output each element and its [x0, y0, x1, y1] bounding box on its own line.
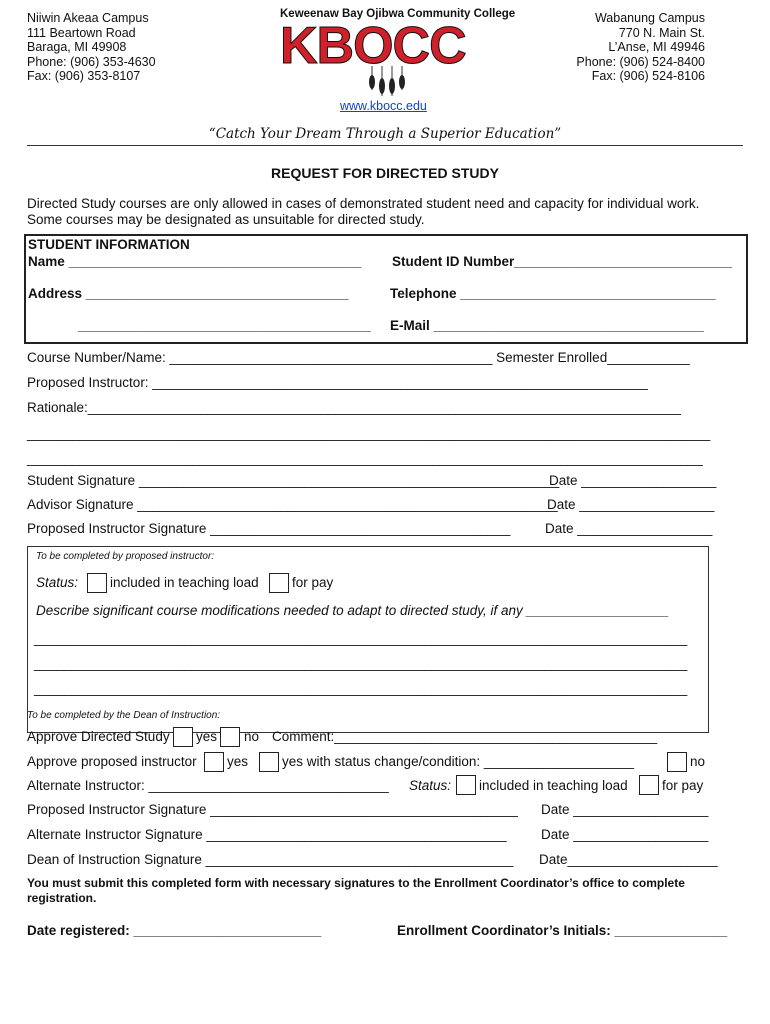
- dean-instructor-signature-field[interactable]: Proposed Instructor Signature _________________________________________: [27, 802, 518, 817]
- instructor-signature-date[interactable]: Date __________________: [545, 521, 713, 536]
- comment-field[interactable]: Comment:___________________________________________: [272, 729, 658, 744]
- teaching-load-checkbox[interactable]: [87, 573, 107, 593]
- left-campus-name: Niiwin Akeaa Campus: [27, 11, 149, 25]
- alternate-instructor-signature-field[interactable]: Alternate Instructor Signature ________________________________________: [27, 827, 507, 842]
- approve-instructor-condition-checkbox[interactable]: [259, 752, 279, 772]
- submit-note-line-2: registration.: [27, 891, 97, 905]
- address-field[interactable]: Address ___________________________________: [28, 286, 349, 301]
- alternate-for-pay-checkbox[interactable]: [639, 775, 659, 795]
- alternate-instructor-field[interactable]: Alternate Instructor: ________________________________: [27, 778, 389, 793]
- for-pay-checkbox[interactable]: [269, 573, 289, 593]
- website-link[interactable]: www.kbocc.edu: [340, 99, 427, 113]
- instructor-signature-field[interactable]: Proposed Instructor Signature ________________________________________: [27, 521, 511, 536]
- rationale-line-2[interactable]: ___________________________________________________________________________________________: [27, 426, 711, 441]
- left-campus-street: 111 Beartown Road: [27, 25, 136, 40]
- rationale-line-3[interactable]: __________________________________________________________________________________________: [27, 451, 703, 466]
- instructor-section-note: To be completed by proposed instructor:: [36, 551, 215, 562]
- dean-instructor-signature-date[interactable]: Date __________________: [541, 802, 709, 817]
- email-field[interactable]: E-Mail ____________________________________: [390, 318, 704, 333]
- teaching-load-label: included in teaching load: [110, 575, 259, 590]
- tagline: “Catch Your Dream Through a Superior Education”: [208, 126, 562, 142]
- right-campus-fax: Fax: (906) 524-8106: [591, 69, 705, 84]
- modifications-line-3[interactable]: _______________________________________________________________________________________: [34, 681, 688, 696]
- modifications-line-1[interactable]: _______________________________________________________________________________________: [34, 631, 688, 646]
- rationale-field[interactable]: Rationale:_______________________________________________________________________________: [27, 400, 681, 415]
- approve-instructor-yes-checkbox[interactable]: [204, 752, 224, 772]
- right-campus-phone: Phone: (906) 524-8400: [576, 54, 705, 69]
- approve-instructor-label: Approve proposed instructor: [27, 754, 197, 769]
- logo-wordmark: KBOCC: [280, 17, 466, 75]
- dean-signature-field[interactable]: Dean of Instruction Signature _________________________________________: [27, 852, 514, 867]
- advisor-signature-field[interactable]: Advisor Signature ________________________________________________________: [27, 497, 558, 512]
- approve-instructor-no-label: no: [690, 754, 706, 769]
- header-divider: [27, 145, 743, 146]
- advisor-signature-date[interactable]: Date __________________: [547, 497, 715, 512]
- alternate-for-pay-label: for pay: [662, 778, 704, 793]
- alternate-teaching-load-checkbox[interactable]: [456, 775, 476, 795]
- for-pay-label: for pay: [292, 575, 334, 590]
- approve-study-label: Approve Directed Study: [27, 729, 170, 744]
- alternate-teaching-load-label: included in teaching load: [479, 778, 628, 793]
- approve-instructor-condition-field[interactable]: yes with status change/condition: ____________________: [282, 754, 635, 769]
- approve-study-yes-label: yes: [196, 729, 218, 744]
- instructor-status-label: Status:: [36, 575, 79, 590]
- alternate-status-label: Status:: [409, 778, 452, 793]
- right-campus-name: Wabanung Campus: [594, 11, 705, 25]
- approve-instructor-no-checkbox[interactable]: [667, 752, 687, 772]
- form-title: REQUEST FOR DIRECTED STUDY: [271, 165, 499, 181]
- address-line-2-field[interactable]: _______________________________________: [78, 318, 371, 333]
- modifications-field[interactable]: Describe significant course modifications needed to adapt to directed study, if any ___________________: [36, 603, 670, 618]
- left-campus-city: Baraga, MI 49908: [27, 40, 127, 55]
- proposed-instructor-field[interactable]: Proposed Instructor: __________________________________________________________________: [27, 375, 648, 390]
- dean-section-note: To be completed by the Dean of Instruction:: [27, 710, 221, 721]
- approve-instructor-yes-label: yes: [227, 754, 249, 769]
- approve-study-no-label: no: [244, 729, 260, 744]
- approve-study-yes-checkbox[interactable]: [173, 727, 193, 747]
- student-name-field[interactable]: Name _______________________________________: [28, 254, 362, 269]
- student-id-field[interactable]: Student ID Number_____________________________: [392, 254, 732, 269]
- student-info-heading: STUDENT INFORMATION: [28, 237, 190, 252]
- feather-icon: [364, 64, 412, 102]
- date-registered-field[interactable]: Date registered: _________________________: [27, 923, 322, 938]
- intro-line-1: Directed Study courses are only allowed in cases of demonstrated student need and capacity for individual work.: [27, 196, 700, 211]
- right-campus-address: [576, 11, 705, 84]
- college-name: Keweenaw Bay Ojibwa Community College: [280, 8, 516, 20]
- left-campus-fax: Fax: (906) 353-8107: [27, 69, 141, 84]
- coordinator-initials-field[interactable]: Enrollment Coordinator’s Initials: _______________: [397, 923, 728, 938]
- student-signature-date[interactable]: Date __________________: [549, 473, 717, 488]
- student-signature-field[interactable]: Student Signature ________________________________________________________: [27, 473, 560, 488]
- dean-signature-date[interactable]: Date____________________: [539, 852, 718, 867]
- right-campus-street: 770 N. Main St.: [618, 25, 705, 40]
- telephone-field[interactable]: Telephone __________________________________: [390, 286, 716, 301]
- modifications-line-2[interactable]: _______________________________________________________________________________________: [34, 656, 688, 671]
- left-campus-phone: Phone: (906) 353-4630: [27, 54, 156, 69]
- intro-line-2: Some courses may be designated as unsuitable for directed study.: [27, 212, 425, 227]
- right-campus-city: L’Anse, MI 49946: [608, 40, 705, 55]
- alternate-instructor-signature-date[interactable]: Date __________________: [541, 827, 709, 842]
- course-number-field[interactable]: Course Number/Name: ___________________________________________ Semester Enrolled___________: [27, 350, 690, 365]
- left-campus-address: [27, 11, 156, 84]
- submit-note-line-1: You must submit this completed form with necessary signatures to the Enrollment Coordinator’s office to complete: [27, 876, 685, 890]
- approve-study-no-checkbox[interactable]: [220, 727, 240, 747]
